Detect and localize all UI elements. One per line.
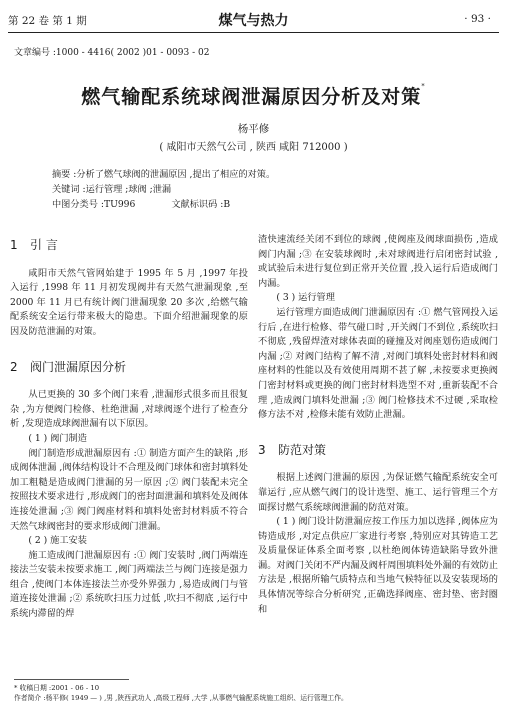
- paragraph: 运行管理方面造成阀门泄漏原因有 :① 燃气管网投入运行后 ,在进行检修、带气碰口时 ,开关阀门不到位 ,系统吹扫不彻底 ,残留焊渣对球体表面的碰撞及对阀座划伤造成阀门内漏 ;② 对阀门结构了解不清 ,对阀门填料处密封材料和阀座材料的性能以及有效使用周期不甚了解 ,未按要求更换阀门密封材料或更换的阀门密封材料选型不对 ,重新装配不合理 ,造成阀门填料处泄漏 ;③ 阀门检修技术不过硬 ,采取检修方法不对 ,检修未能有效防止泄漏。: [258, 306, 498, 421]
- header-rule: [8, 32, 499, 33]
- abstract-block: [52, 167, 467, 212]
- section-number: 1: [10, 238, 18, 252]
- section-title: 阀门泄漏原因分析: [30, 359, 127, 374]
- subsection-heading: ( 1 ) 阀门制造: [28, 432, 87, 444]
- clc-number: 中图分类号 :TU996: [52, 199, 136, 210]
- paragraph: 咸阳市天然气管网始建于 1995 年 5 月 ,1997 年投入运行 ,1998 年 11 月初发现阀井有天然气泄漏现象 ,至 2000 年 11 月已有统计阀门泄漏现象 20 多次 ,给燃气输配系统安全运行带来极大的隐患。下面介绍泄漏现象的原因及防范泄漏的对策。: [10, 267, 248, 337]
- footnote: [14, 679, 348, 703]
- section-heading-1: [10, 238, 248, 253]
- paper-title: [0, 82, 507, 109]
- subsection-heading: ( 3 ) 运行管理: [276, 292, 335, 304]
- section-title: 引 言: [30, 238, 58, 252]
- section-title: 防范对策: [278, 442, 327, 457]
- paragraph: 渣快速流经关闭不到位的球阀 ,使阀座及阀球面损伤 ,造成阀门内漏 ;③ 在安装球阀时 ,未对球阀进行启闭密封试验 ,或试验后未进行复位到正常开关位置 ,投入运行后造成阀门内漏。: [258, 234, 498, 289]
- paragraph: 根据上述阀门泄漏的原因 ,为保证燃气输配系统安全可靠运行 ,应从燃气阀门的设计选型、施工、运行管理三个方面探讨燃气系统球阀泄漏的防范对策。: [258, 472, 498, 513]
- left-column: [10, 230, 248, 622]
- journal-name: 煤气与热力: [218, 13, 289, 29]
- section-heading-2: [10, 360, 248, 375]
- right-column: [258, 233, 498, 617]
- subsection-heading: ( 2 ) 施工安装: [28, 535, 87, 547]
- section-heading-3: [258, 443, 498, 458]
- section-number: 2: [10, 359, 18, 374]
- document-code: 文献标识码 :B: [171, 199, 231, 210]
- title-text: 燃气输配系统球阀泄漏原因分析及对策: [81, 86, 422, 108]
- author-bio: 作者简介 :杨平修( 1949 — ) ,男 ,陕西武功人 ,高级工程师 ,大学 ,从事燃气输配系统施工组织、运行管理工作。: [14, 693, 348, 702]
- keywords: 关键词 :运行管理 ;球阀 ;泄漏: [52, 184, 172, 195]
- paragraph: ( 1 ) 阀门设计防泄漏应按工作压力加以选择 ,阀体应为铸造成形 ,对定点供应厂家进行考察 ,特别应对其铸造工艺及质量保证体系全面考察 ,以杜绝阀体铸造缺陷导致外泄漏。对阀门关闭不严内漏及阀杆周围填料处外漏的有效防止方法是 ,根据所输气质特点和当地气候特征以及安装现场的具体情况等综合分析研究 ,正确选择阀座、密封垫、密封圈和: [258, 516, 498, 615]
- running-header: [8, 10, 499, 30]
- volume-issue: 第 22 卷 第 1 期: [8, 15, 87, 27]
- paragraph: 从已更换的 30 多个阀门来看 ,泄漏形式很多而且很复杂 ,为方便阀门检修、杜绝泄漏 ,对球阀逐个进行了检查分析 ,发现造成球阀泄漏有以下原因。: [10, 389, 248, 430]
- author-name: 杨平修: [237, 123, 270, 135]
- section-number: 3: [258, 442, 266, 457]
- received-date: * 收稿日期 :2001 - 06 - 10: [14, 684, 100, 692]
- abstract: 摘要 :分析了燃气球阀的泄漏原因 ,提出了相应的对策。: [52, 169, 276, 180]
- title-footnote-mark: *: [421, 82, 426, 90]
- paragraph: 施工造成阀门泄漏原因有 :① 阀门安装时 ,阀门两端连接法兰安装未按要求施工 ,阀门两端法兰与阀门连接是强力组合 ,使阀门本体连接法兰亦受外界强力 ,易造成阀门与管道连接处泄漏 ;② 系统吹扫压力过低 ,吹扫不彻底 ,运行中系统内滞留的焊: [10, 549, 248, 620]
- article-number: 文章编号 :1000 - 4416( 2002 )01 - 0093 - 02: [14, 48, 210, 58]
- affiliation: ( 咸阳市天然气公司 , 陕西 咸阳 712000 ): [159, 142, 348, 153]
- paragraph: 阀门制造形成泄漏原因有 :① 制造方面产生的缺陷 ,形成阀体泄漏 ,阀体结构设计不合理及阀门球体和密封填料处加工粗糙是造成阀门泄漏的另一原因 ;② 阀门装配未完全按照技术要求进行 ,形成阀门的密封面泄漏和填料处及阀体连接处泄漏 ;③ 阀门阀座材料和填料处密封材料质不符合天然气球阀密封的要求形成阀门泄漏。: [10, 447, 248, 532]
- page-number: · 93 ·: [464, 13, 491, 25]
- classification-row: [52, 197, 467, 212]
